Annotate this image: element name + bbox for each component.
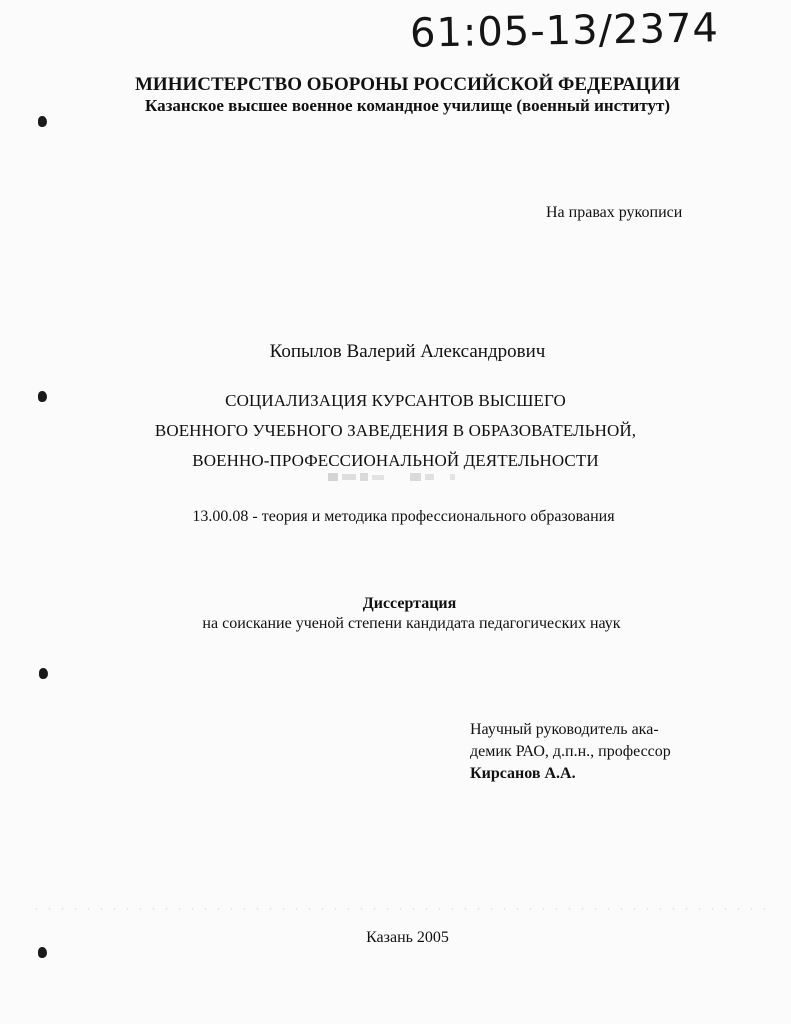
specialty-code: 13.00.08 - теория и методика профессионального образования [192,508,615,525]
dissertation-subtitle: на соискание ученой степени кандидата педагогических наук [202,615,621,632]
scientific-advisor [470,719,671,785]
institution-heading: Казанское высшее военное командное училище (военный институт) [145,96,670,115]
archive-stamp: 61:05-13/2374 [409,5,720,57]
thesis-title-line: ВОЕННОГО УЧЕБНОГО ЗАВЕДЕНИЯ В ОБРАЗОВАТЕЛЬНОЙ, [154,421,637,440]
thesis-title-line: СОЦИАЛИЗАЦИЯ КУРСАНТОВ ВЫСШЕГО [225,391,566,410]
punch-hole-mark [39,668,48,679]
ministry-heading: МИНИСТЕРСТВО ОБОРОНЫ РОССИЙСКОЙ ФЕДЕРАЦИИ [134,74,681,95]
punch-hole-mark [38,947,47,958]
advisor-line: демик РАО, д.п.н., профессор [470,743,671,760]
author-name: Копылов Валерий Александрович [269,341,546,362]
faint-library-stamp-mark [326,470,458,484]
advisor-line: Научный руководитель ака- [470,721,659,738]
dissertation-label: Диссертация [362,595,457,612]
city-year: Казань 2005 [366,929,449,946]
advisor-name: Кирсанов А.А. [470,765,576,782]
punch-hole-mark [38,116,47,127]
rights-note: На правах рукописи [546,204,683,221]
scan-dust-line [30,908,770,910]
thesis-title [0,386,791,476]
thesis-title-line: ВОЕННО-ПРОФЕССИОНАЛЬНОЙ ДЕЯТЕЛЬНОСТИ [192,451,599,470]
